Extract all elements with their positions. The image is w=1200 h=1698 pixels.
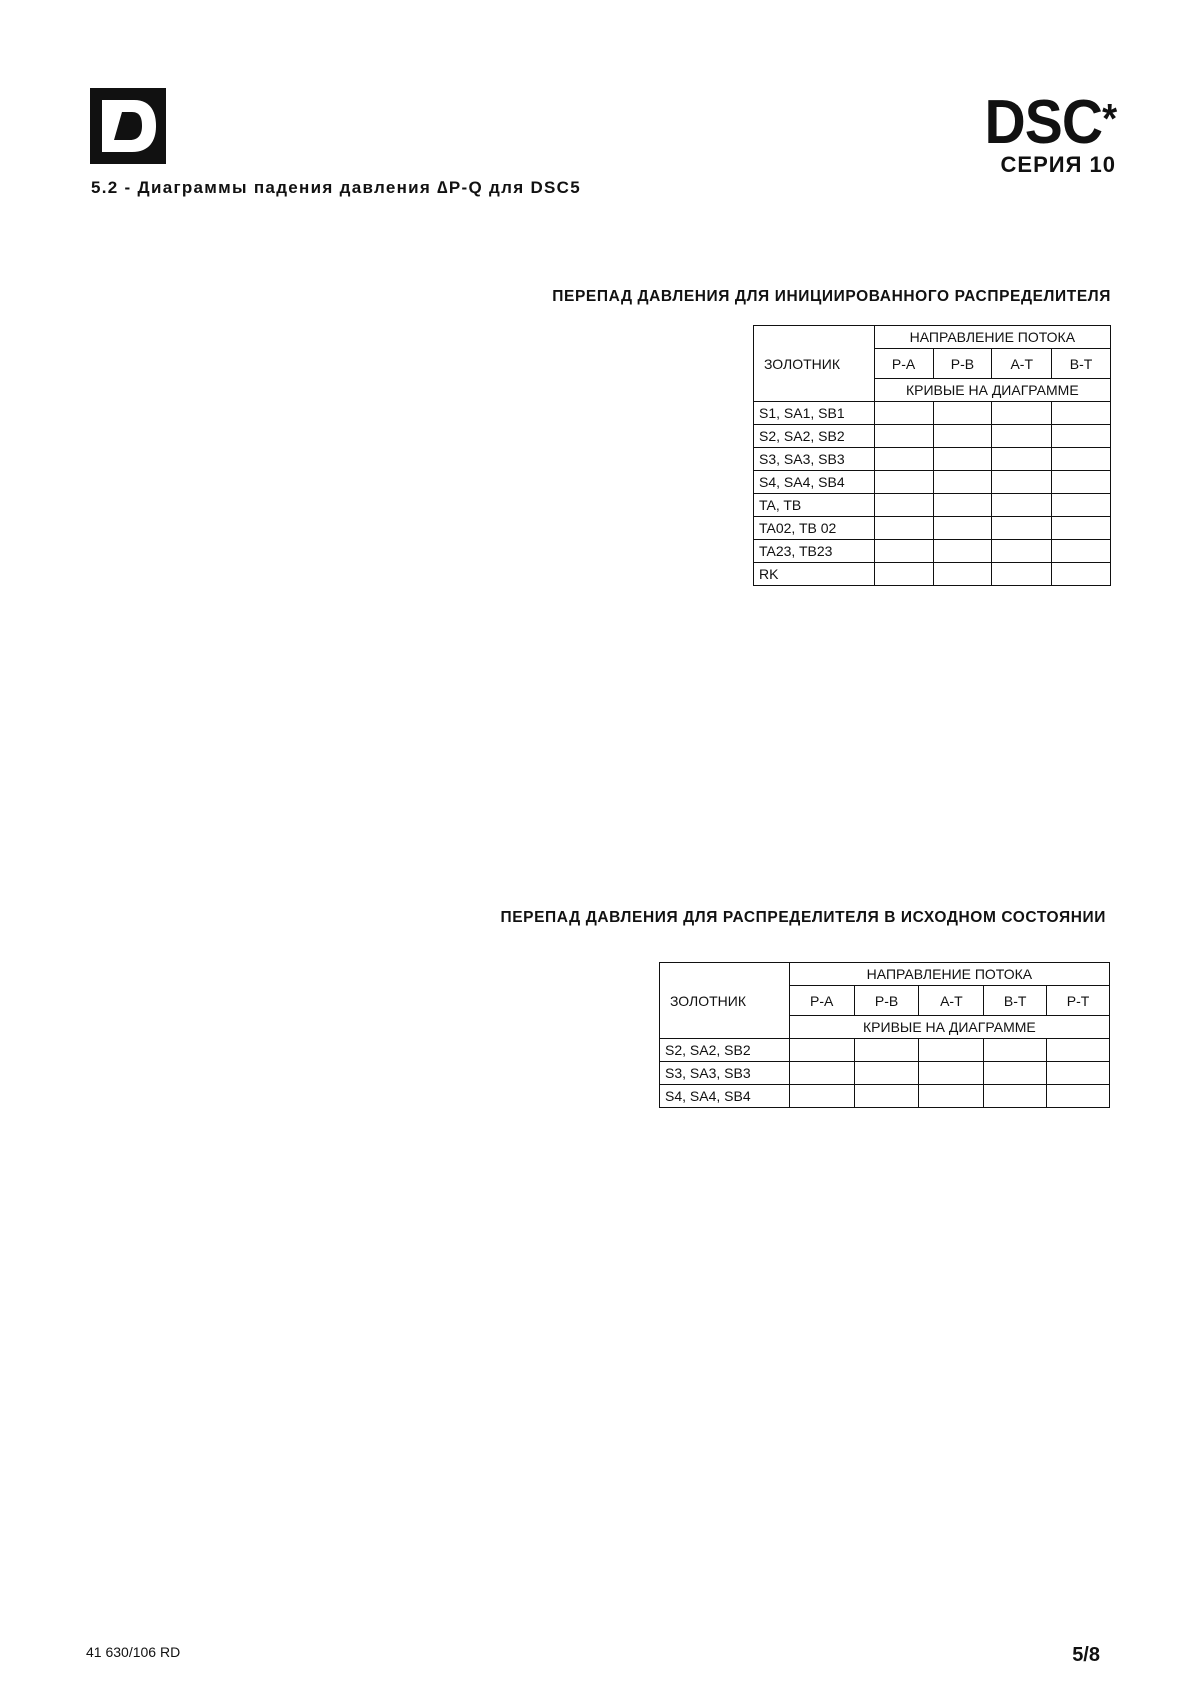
empty-cell [992,448,1052,471]
table-row [660,1039,1110,1062]
table-row [754,494,1111,517]
empty-cell [1052,471,1111,494]
table2-title: ПЕРЕПАД ДАВЛЕНИЯ ДЛЯ РАСПРЕДЕЛИТЕЛЯ В ИСХОДНОМ СОСТОЯНИИ [500,909,1106,926]
table2-row-label: S4, SA4, SB4 [660,1085,790,1108]
table1-row-label: S3, SA3, SB3 [754,448,875,471]
empty-cell [874,448,933,471]
empty-cell [874,563,933,586]
empty-cell [919,1062,984,1085]
table1-row-label: TA02, TB 02 [754,517,875,540]
empty-cell [933,517,992,540]
empty-cell [1052,517,1111,540]
table1-flow-header: НАПРАВЛЕНИЕ ПОТОКА [874,326,1110,349]
empty-cell [992,563,1052,586]
empty-cell [992,517,1052,540]
empty-cell [789,1085,854,1108]
empty-cell [789,1039,854,1062]
empty-cell [933,540,992,563]
table1-title: ПЕРЕПАД ДАВЛЕНИЯ ДЛЯ ИНИЦИИРОВАННОГО РАСПРЕДЕЛИТЕЛЯ [552,288,1111,305]
table1-row-label: S1, SA1, SB1 [754,402,875,425]
empty-cell [933,563,992,586]
table1-row-label: TA, TB [754,494,875,517]
table1-row-label: S2, SA2, SB2 [754,425,875,448]
table2-direction: P-B [854,986,919,1016]
product-star: * [1101,95,1116,142]
empty-cell [1047,1062,1110,1085]
table-row [660,1062,1110,1085]
company-logo [90,88,166,164]
empty-cell [854,1085,919,1108]
empty-cell [854,1039,919,1062]
empty-cell [874,471,933,494]
table1-direction: A-T [992,349,1052,379]
table2-row-label: S2, SA2, SB2 [660,1039,790,1062]
table1-spool-header: ЗОЛОТНИК [754,326,875,402]
table1 [753,325,1111,586]
table2-spool-header: ЗОЛОТНИК [660,963,790,1039]
empty-cell [984,1039,1047,1062]
table2-direction: P-A [789,986,854,1016]
table-row [754,448,1111,471]
table2-row-label: S3, SA3, SB3 [660,1062,790,1085]
table1-row-label: S4, SA4, SB4 [754,471,875,494]
empty-cell [992,540,1052,563]
empty-cell [992,471,1052,494]
empty-cell [1052,540,1111,563]
empty-cell [919,1039,984,1062]
empty-cell [919,1085,984,1108]
document-code: 41 630/106 RD [86,1644,181,1660]
empty-cell [933,425,992,448]
empty-cell [1052,563,1111,586]
empty-cell [789,1062,854,1085]
empty-cell [992,425,1052,448]
product-code: DSC* [984,88,1116,157]
table2-flow-header: НАПРАВЛЕНИЕ ПОТОКА [789,963,1109,986]
empty-cell [992,494,1052,517]
table-row [754,540,1111,563]
table-row [754,563,1111,586]
empty-cell [984,1062,1047,1085]
empty-cell [1052,448,1111,471]
table-row [754,402,1111,425]
empty-cell [933,448,992,471]
table1-direction: P-B [933,349,992,379]
empty-cell [1052,425,1111,448]
empty-cell [874,494,933,517]
section-title: 5.2 - Диаграммы падения давления ∆P-Q для DSC5 [91,178,581,197]
empty-cell [933,402,992,425]
series-label: СЕРИЯ 10 [1000,152,1116,177]
table1-row-label: TA23, TB23 [754,540,875,563]
empty-cell [984,1085,1047,1108]
empty-cell [874,402,933,425]
table2-direction: P-T [1047,986,1110,1016]
page-number: 5/8 [1072,1644,1100,1666]
table1-row-label: RK [754,563,875,586]
empty-cell [854,1062,919,1085]
empty-cell [992,402,1052,425]
table-row [754,517,1111,540]
empty-cell [874,540,933,563]
empty-cell [933,494,992,517]
table2-curves-header: КРИВЫЕ НА ДИАГРАММЕ [789,1016,1109,1039]
table-row [754,425,1111,448]
empty-cell [1052,402,1111,425]
table1-direction: P-A [874,349,933,379]
empty-cell [874,425,933,448]
table2-direction: A-T [919,986,984,1016]
empty-cell [874,517,933,540]
table2 [659,962,1110,1108]
table-row [754,471,1111,494]
empty-cell [1047,1039,1110,1062]
table-row [660,1085,1110,1108]
table1-curves-header: КРИВЫЕ НА ДИАГРАММЕ [874,379,1110,402]
table2-direction: B-T [984,986,1047,1016]
empty-cell [1052,494,1111,517]
empty-cell [933,471,992,494]
empty-cell [1047,1085,1110,1108]
table1-direction: B-T [1052,349,1111,379]
